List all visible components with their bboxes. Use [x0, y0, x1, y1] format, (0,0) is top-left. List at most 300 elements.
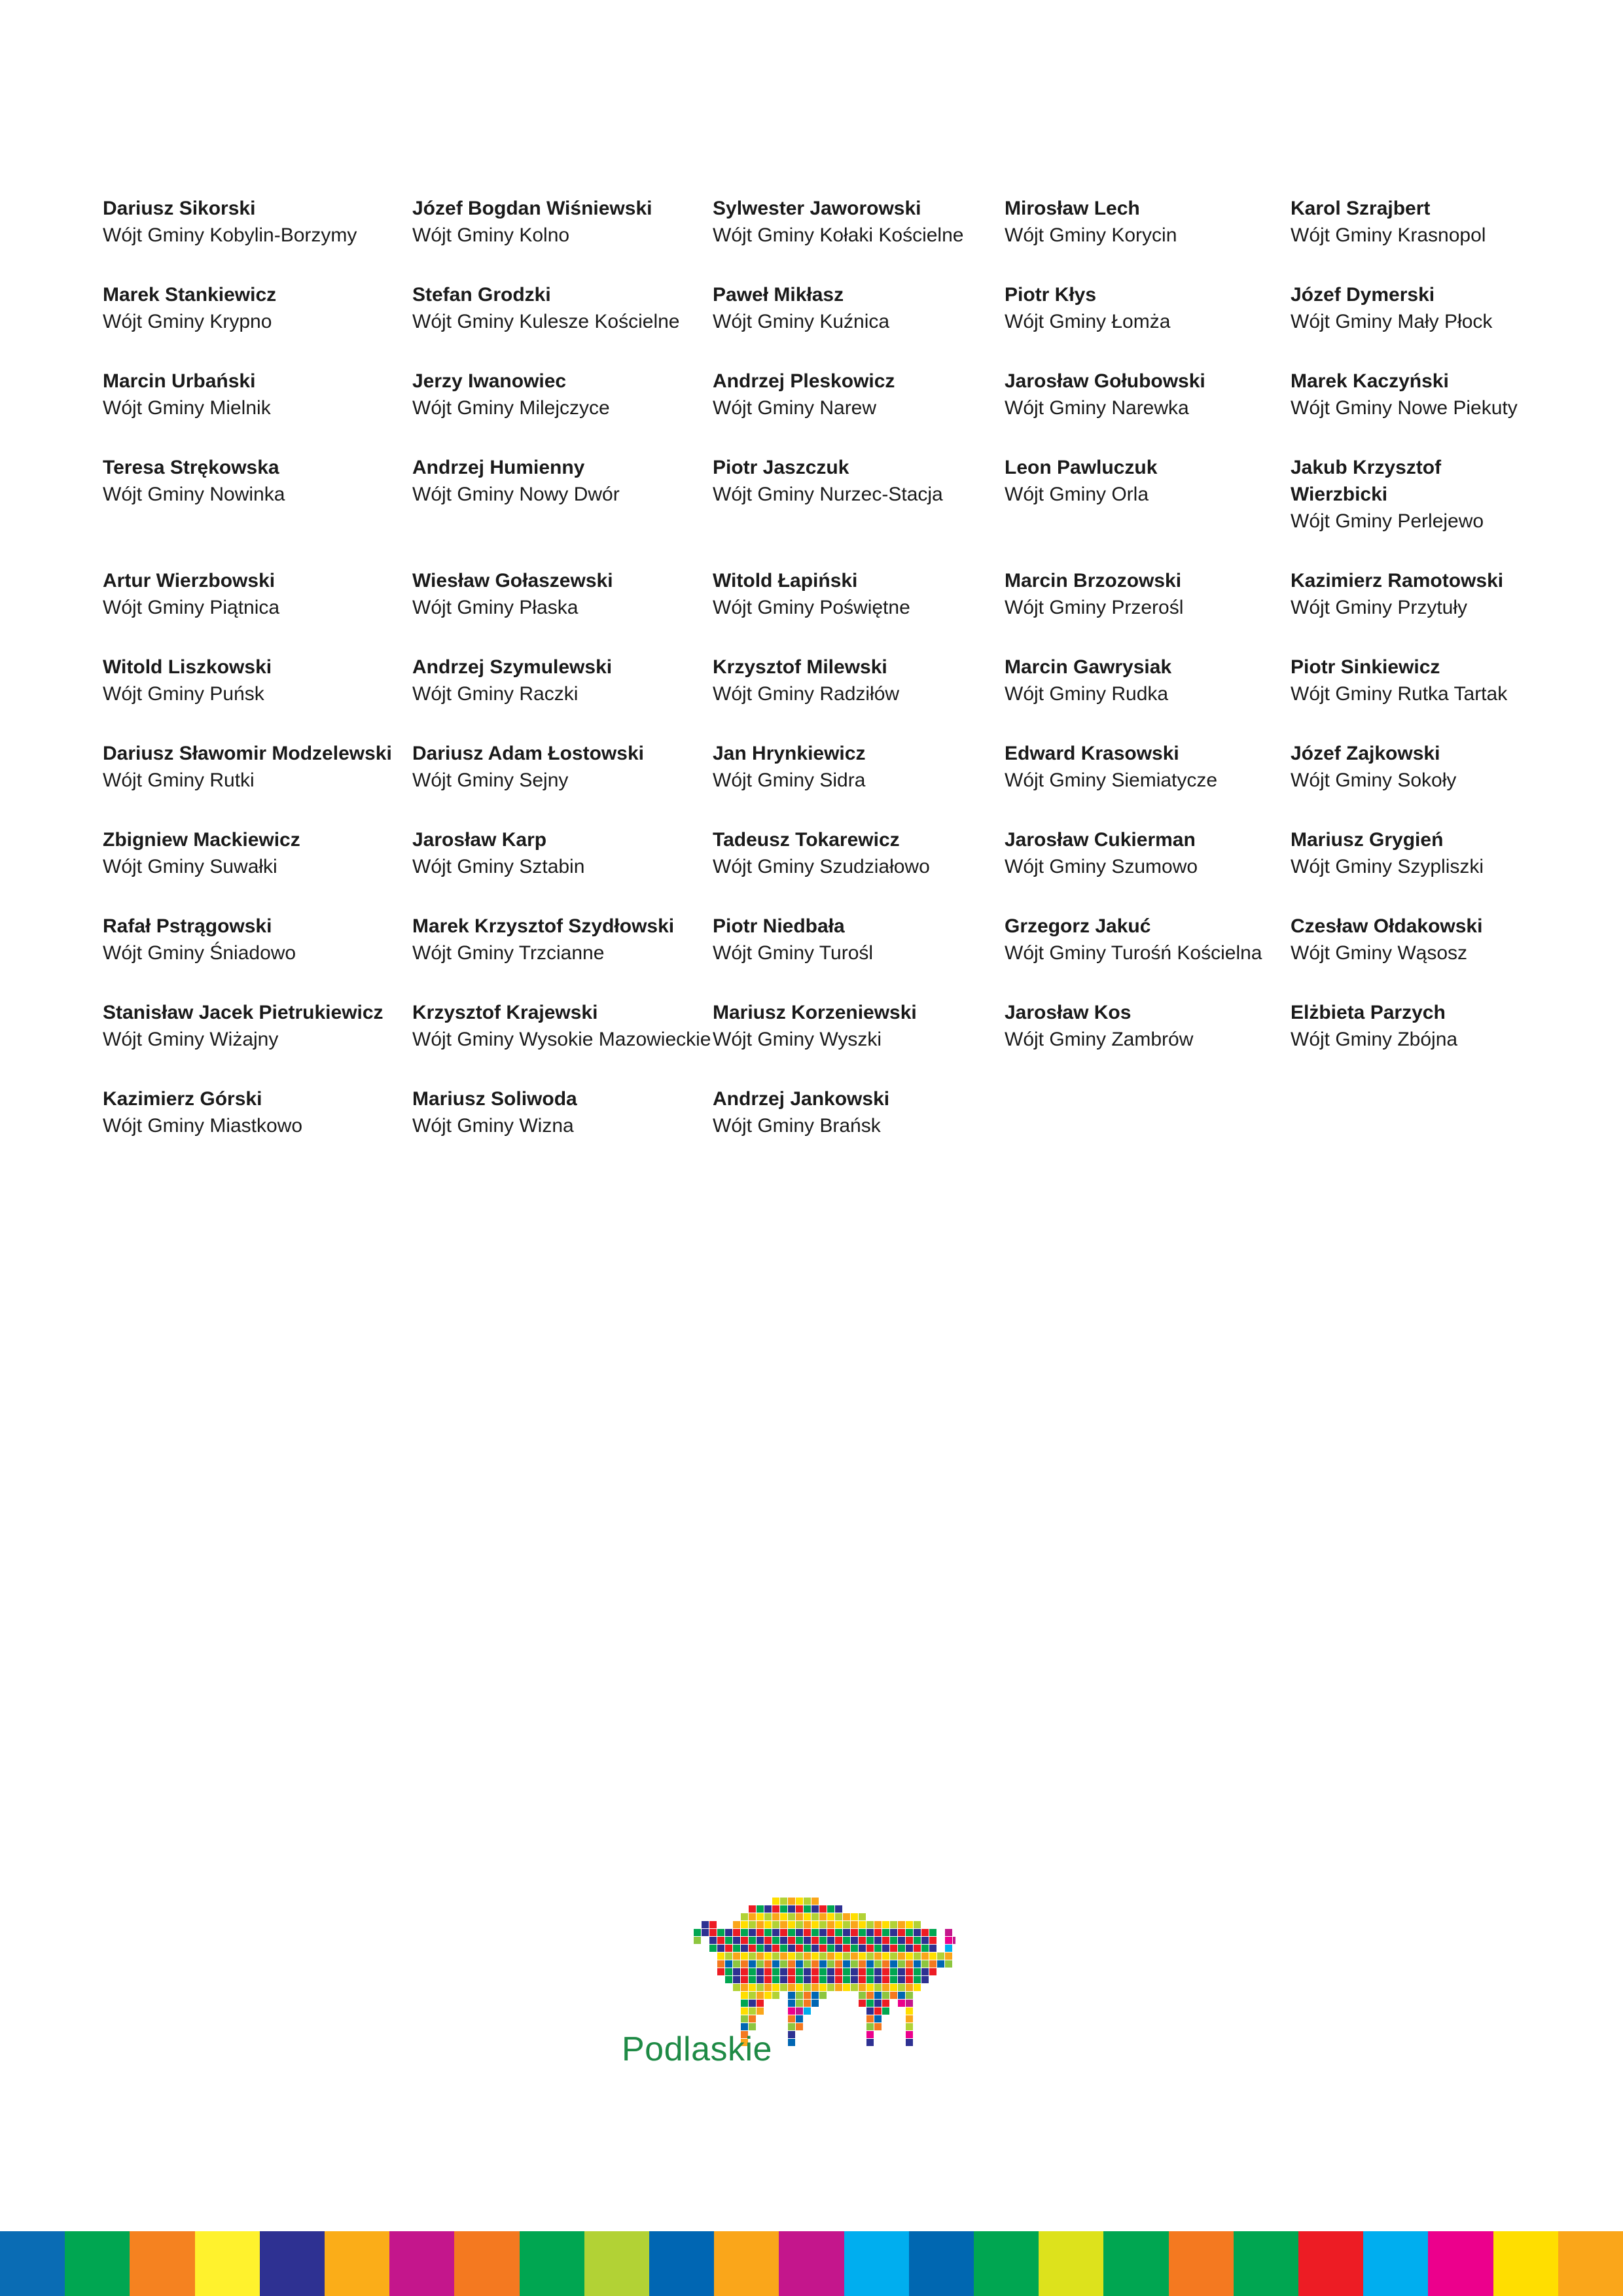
- official-entry: [103, 567, 412, 621]
- official-role: Wójt Gminy Szumowo: [1005, 856, 1198, 877]
- official-name: Jakub Krzysztof Wierzbicki: [1291, 457, 1442, 505]
- official-name: Paweł Mikłasz: [713, 284, 844, 306]
- official-entry: [713, 1086, 1005, 1139]
- bison-pixel: [788, 1960, 795, 1968]
- bison-pixel: [866, 2031, 874, 2038]
- bison-pixel: [796, 1921, 803, 1928]
- bison-pixel: [780, 1968, 787, 1975]
- official-entry: [1005, 654, 1291, 707]
- bison-pixel: [812, 1960, 819, 1968]
- bison-pixel: [804, 2000, 811, 2007]
- official-role: Wójt Gminy Orla: [1005, 484, 1149, 505]
- official-name: Wiesław Gołaszewski: [412, 570, 613, 592]
- bison-pixel: [874, 2000, 882, 2007]
- bison-pixel: [882, 1952, 889, 1960]
- official-name: Andrzej Humienny: [412, 457, 585, 478]
- official-role: Wójt Gminy Nowinka: [103, 484, 285, 505]
- bison-pixel: [694, 1929, 701, 1936]
- bison-pixel: [788, 1937, 795, 1944]
- stripe-segment: [1234, 2231, 1298, 2296]
- bison-pixel: [709, 1937, 717, 1944]
- bison-pixel: [882, 1968, 889, 1975]
- official-name: Stefan Grodzki: [412, 284, 551, 306]
- bison-pixel: [796, 1913, 803, 1920]
- bison-pixel: [929, 1952, 936, 1960]
- bison-pixel: [819, 1937, 827, 1944]
- bison-pixel: [772, 1913, 779, 1920]
- bison-pixel: [788, 2031, 795, 2038]
- official-role: Wójt Gminy Puńsk: [103, 683, 264, 705]
- bison-pixel: [827, 1952, 834, 1960]
- bison-pixel: [796, 2007, 803, 2015]
- bison-pixel: [709, 1945, 717, 1952]
- bison-pixel: [898, 1992, 905, 1999]
- bison-pixel: [874, 1945, 882, 1952]
- bison-pixel: [866, 2023, 874, 2030]
- stripe-segment: [714, 2231, 779, 2296]
- bison-pixel: [749, 1937, 756, 1944]
- stripe-segment: [389, 2231, 454, 2296]
- official-name: Elżbieta Parzych: [1291, 1002, 1446, 1023]
- bison-pixel: [725, 1937, 732, 1944]
- stripe-segment: [454, 2231, 519, 2296]
- official-name: Mirosław Lech: [1005, 198, 1140, 219]
- stripe-segment: [130, 2231, 194, 2296]
- official-entry: [713, 567, 1005, 621]
- bison-pixel: [874, 1937, 882, 1944]
- bison-pixel: [921, 1968, 929, 1975]
- bison-pixel: [709, 1929, 717, 1936]
- official-entry: [1291, 913, 1543, 966]
- official-name: Jarosław Kos: [1005, 1002, 1132, 1023]
- bison-pixel: [804, 1960, 811, 1968]
- bison-pixel: [819, 1976, 827, 1983]
- official-entry: [412, 740, 713, 794]
- bison-pixel: [796, 1905, 803, 1913]
- bison-pixel: [741, 1992, 748, 1999]
- bison-pixel: [725, 1960, 732, 1968]
- stripe-segment: [1039, 2231, 1103, 2296]
- stripe-segment: [1493, 2231, 1558, 2296]
- official-role: Wójt Gminy Kuźnica: [713, 311, 890, 332]
- bison-pixel: [725, 1952, 732, 1960]
- bison-pixel: [764, 1945, 772, 1952]
- bison-pixel: [757, 1968, 764, 1975]
- officials-row: [103, 999, 1543, 1053]
- bison-pixel: [717, 1968, 724, 1975]
- stripe-segment: [325, 2231, 389, 2296]
- official-entry: [412, 454, 713, 535]
- official-role: Wójt Gminy Szudziałowo: [713, 856, 930, 877]
- official-role: Wójt Gminy Kołaki Kościelne: [713, 224, 964, 246]
- official-name: Mariusz Soliwoda: [412, 1088, 577, 1110]
- bison-pixel: [757, 1976, 764, 1983]
- bison-pixel: [898, 1952, 905, 1960]
- bison-pixel: [914, 1929, 921, 1936]
- bison-pixel: [874, 1952, 882, 1960]
- bison-pixel: [914, 1968, 921, 1975]
- bison-pixel: [859, 1921, 866, 1928]
- stripe-segment: [1169, 2231, 1234, 2296]
- bison-pixel: [906, 1937, 913, 1944]
- bison-pixel: [764, 1976, 772, 1983]
- official-role: Wójt Gminy Rutka Tartak: [1291, 683, 1508, 705]
- bison-pixel: [851, 1929, 858, 1936]
- bison-pixel: [843, 1929, 850, 1936]
- bison-pixel: [788, 1976, 795, 1983]
- bison-pixel: [717, 1937, 724, 1944]
- bison-pixel: [757, 1992, 764, 1999]
- bison-pixel: [851, 1921, 858, 1928]
- bison-pixel: [764, 1960, 772, 1968]
- bison-pixel: [859, 1976, 866, 1983]
- bison-pixel: [812, 1992, 819, 1999]
- bison-pixel: [741, 1952, 748, 1960]
- official-role: Wójt Gminy Rudka: [1005, 683, 1169, 705]
- bison-pixel: [796, 2023, 803, 2030]
- official-name: Dariusz Adam Łostowski: [412, 743, 644, 764]
- bison-pixel: [749, 1976, 756, 1983]
- bison-pixel: [866, 2007, 874, 2015]
- bison-pixel: [851, 1913, 858, 1920]
- officials-row: [103, 913, 1543, 966]
- bison-pixel: [788, 1945, 795, 1952]
- official-role: Wójt Gminy Wiżajny: [103, 1029, 279, 1050]
- official-role: Wójt Gminy Krasnopol: [1291, 224, 1486, 246]
- official-role: Wójt Gminy Wysokie Mazowieckie: [412, 1029, 711, 1050]
- official-role: Wójt Gminy Mielnik: [103, 397, 271, 419]
- bison-pixel: [859, 1992, 866, 1999]
- bison-pixel: [757, 1921, 764, 1928]
- bison-pixel: [866, 1968, 874, 1975]
- stripe-segment: [1363, 2231, 1428, 2296]
- bison-pixel: [866, 1992, 874, 1999]
- official-entry: [1291, 654, 1543, 707]
- bison-pixel: [788, 2000, 795, 2007]
- official-role: Wójt Gminy Korycin: [1005, 224, 1177, 246]
- official-entry: [412, 654, 713, 707]
- bison-pixel: [882, 1976, 889, 1983]
- bison-pixel: [859, 1913, 866, 1920]
- official-role: Wójt Gminy Kobylin-Borzymy: [103, 224, 357, 246]
- official-entry: [713, 281, 1005, 335]
- bison-pixel: [866, 2039, 874, 2046]
- stripe-segment: [1298, 2231, 1363, 2296]
- official-role: Wójt Gminy Sidra: [713, 769, 866, 791]
- bison-pixel: [780, 1898, 787, 1905]
- official-role: Wójt Gminy Miastkowo: [103, 1115, 303, 1137]
- bison-pixel: [874, 1984, 882, 1991]
- official-name: Jarosław Karp: [412, 829, 547, 851]
- bison-pixel: [874, 1968, 882, 1975]
- bison-pixel: [843, 1945, 850, 1952]
- bison-pixel: [764, 1905, 772, 1913]
- bison-pixel: [788, 1921, 795, 1928]
- bison-pixel: [835, 1976, 842, 1983]
- bison-pixel: [749, 1992, 756, 1999]
- official-name: Józef Zajkowski: [1291, 743, 1440, 764]
- stripe-segment: [520, 2231, 584, 2296]
- bison-pixel: [804, 1992, 811, 1999]
- official-name: Piotr Sinkiewicz: [1291, 656, 1440, 678]
- bison-pixel: [835, 1968, 842, 1975]
- official-entry: [1005, 826, 1291, 880]
- official-role: Wójt Gminy Rutki: [103, 769, 255, 791]
- stripe-segment: [1103, 2231, 1168, 2296]
- bison-pixel: [890, 1945, 897, 1952]
- bison-pixel: [788, 1992, 795, 1999]
- official-name: Marek Krzysztof Szydłowski: [412, 915, 675, 937]
- bison-pixel: [749, 1945, 756, 1952]
- official-entry: [1005, 281, 1291, 335]
- bison-pixel: [804, 1952, 811, 1960]
- bison-pixel: [764, 1952, 772, 1960]
- bison-pixel: [796, 1937, 803, 1944]
- bison-pixel: [772, 1992, 779, 1999]
- official-name: Marcin Urbański: [103, 370, 256, 392]
- bison-pixel: [812, 1921, 819, 1928]
- bison-pixel: [953, 1937, 955, 1944]
- bison-pixel: [859, 1952, 866, 1960]
- bison-pixel: [819, 1921, 827, 1928]
- bison-pixel: [906, 2031, 913, 2038]
- official-entry: [1005, 454, 1291, 535]
- bison-pixel: [749, 1960, 756, 1968]
- bison-pixel: [741, 1968, 748, 1975]
- official-entry: [713, 454, 1005, 535]
- bison-pixel: [890, 1952, 897, 1960]
- official-name: Mariusz Grygień: [1291, 829, 1444, 851]
- bison-pixel: [804, 1984, 811, 1991]
- bison-pixel: [733, 1968, 740, 1975]
- bison-pixel: [874, 2015, 882, 2022]
- bison-pixel: [874, 1992, 882, 1999]
- bison-pixel: [772, 1937, 779, 1944]
- official-name: Marcin Brzozowski: [1005, 570, 1182, 592]
- bison-pixel: [843, 1984, 850, 1991]
- bison-pixel: [764, 1984, 772, 1991]
- official-entry: [713, 368, 1005, 421]
- bison-pixel: [835, 1921, 842, 1928]
- bison-pixel: [772, 1984, 779, 1991]
- bison-pixel: [906, 2000, 913, 2007]
- bison-pixel: [741, 2000, 748, 2007]
- stripe-segment: [909, 2231, 974, 2296]
- bison-pixel: [882, 2000, 889, 2007]
- bison-pixel: [851, 1984, 858, 1991]
- official-name: Mariusz Korzeniewski: [713, 1002, 917, 1023]
- official-name: Krzysztof Milewski: [713, 656, 887, 678]
- bison-pixel: [733, 1921, 740, 1928]
- official-name: Witold Łapiński: [713, 570, 858, 592]
- bison-pixel: [725, 1976, 732, 1983]
- stripe-segment: [1428, 2231, 1493, 2296]
- bison-pixel: [929, 1929, 936, 1936]
- official-entry: [412, 195, 713, 249]
- bison-pixel: [733, 1984, 740, 1991]
- bison-pixel: [866, 1960, 874, 1968]
- official-role: Wójt Gminy Narew: [713, 397, 877, 419]
- bison-pixel: [914, 1937, 921, 1944]
- bison-pixel: [882, 1984, 889, 1991]
- bison-pixel: [914, 1984, 921, 1991]
- bison-pixel: [749, 1968, 756, 1975]
- official-name: Jarosław Gołubowski: [1005, 370, 1205, 392]
- bison-pixel: [804, 1929, 811, 1936]
- bison-pixel: [812, 1929, 819, 1936]
- official-role: Wójt Gminy Zambrów: [1005, 1029, 1194, 1050]
- bison-pixel: [812, 1952, 819, 1960]
- bison-pixel: [898, 1937, 905, 1944]
- bison-pixel: [827, 1984, 834, 1991]
- official-role: Wójt Gminy Nurzec-Stacja: [713, 484, 943, 505]
- official-role: Wójt Gminy Nowy Dwór: [412, 484, 620, 505]
- bison-pixel: [788, 1929, 795, 1936]
- bison-pixel: [882, 2007, 889, 2015]
- bison-pixel: [827, 1913, 834, 1920]
- stripe-segment: [260, 2231, 325, 2296]
- official-entry: [713, 195, 1005, 249]
- bison-pixel: [906, 1960, 913, 1968]
- bison-pixel: [843, 1976, 850, 1983]
- bison-pixel: [804, 2007, 811, 2015]
- official-entry: [713, 999, 1005, 1053]
- bison-pixel: [882, 1921, 889, 1928]
- bison-pixel: [906, 1992, 913, 1999]
- official-entry: [1291, 567, 1543, 621]
- bison-pixel: [921, 1945, 929, 1952]
- bison-pixel: [796, 1960, 803, 1968]
- bison-pixel: [788, 1898, 795, 1905]
- bison-pixel: [749, 2000, 756, 2007]
- bison-pixel: [827, 1968, 834, 1975]
- official-name: Krzysztof Krajewski: [412, 1002, 598, 1023]
- bison-pixel: [914, 1952, 921, 1960]
- bison-pixel: [757, 1905, 764, 1913]
- bison-pixel: [702, 1929, 709, 1936]
- bison-pixel: [819, 1952, 827, 1960]
- official-entry: [1291, 740, 1543, 794]
- bison-pixel: [796, 1976, 803, 1983]
- official-entry: [412, 826, 713, 880]
- bison-pixel: [929, 1960, 936, 1968]
- bison-pixel: [827, 1929, 834, 1936]
- stripe-segment: [0, 2231, 65, 2296]
- official-entry: [103, 281, 412, 335]
- bison-pixel: [749, 1984, 756, 1991]
- bison-pixel: [890, 1968, 897, 1975]
- bison-pixel: [874, 1921, 882, 1928]
- official-role: Wójt Gminy Mały Płock: [1291, 311, 1493, 332]
- official-name: Józef Bogdan Wiśniewski: [412, 198, 652, 219]
- bison-pixel: [749, 1913, 756, 1920]
- official-role: Wójt Gminy Śniadowo: [103, 942, 296, 964]
- bison-pixel: [780, 1921, 787, 1928]
- stripe-segment: [779, 2231, 844, 2296]
- official-entry: [103, 740, 412, 794]
- bison-pixel: [874, 1929, 882, 1936]
- official-entry: [1291, 281, 1543, 335]
- bison-pixel: [733, 1952, 740, 1960]
- bison-pixel: [859, 1945, 866, 1952]
- bison-pixel: [780, 1937, 787, 1944]
- bison-pixel: [804, 1937, 811, 1944]
- officials-row: [103, 567, 1543, 621]
- bison-pixel: [851, 1945, 858, 1952]
- officials-row: [103, 368, 1543, 421]
- bison-pixel: [694, 1937, 701, 1944]
- official-role: Wójt Gminy Wizna: [412, 1115, 574, 1137]
- bison-pixel: [733, 1937, 740, 1944]
- bison-pixel: [741, 1960, 748, 1968]
- bison-pixel: [772, 1960, 779, 1968]
- official-entry: [103, 1086, 412, 1139]
- bison-pixel: [804, 1913, 811, 1920]
- official-role: Wójt Gminy Łomża: [1005, 311, 1171, 332]
- bison-pixel: [788, 1984, 795, 1991]
- bison-pixel: [749, 2015, 756, 2022]
- bison-pixel: [788, 1952, 795, 1960]
- bison-pixel: [921, 1952, 929, 1960]
- bison-pixel: [921, 1960, 929, 1968]
- official-role: Wójt Gminy Poświętne: [713, 597, 910, 618]
- official-entry: [713, 654, 1005, 707]
- bison-pixel: [819, 1905, 827, 1913]
- bison-pixel: [851, 1952, 858, 1960]
- bison-pixel: [866, 2000, 874, 2007]
- bison-pixel: [796, 1929, 803, 1936]
- official-entry: [103, 826, 412, 880]
- official-role: Wójt Gminy Suwałki: [103, 856, 277, 877]
- bison-pixel: [859, 1984, 866, 1991]
- official-name: Jerzy Iwanowiec: [412, 370, 567, 392]
- bison-pixel: [733, 1976, 740, 1983]
- official-entry: [1291, 454, 1543, 535]
- bison-pixel: [819, 1992, 827, 1999]
- bison-pixel: [819, 1968, 827, 1975]
- official-role: Wójt Gminy Brańsk: [713, 1115, 881, 1137]
- bison-pixel: [757, 1945, 764, 1952]
- official-entry: [1291, 195, 1543, 249]
- stripe-segment: [195, 2231, 260, 2296]
- bison-pixel: [812, 1945, 819, 1952]
- official-name: Artur Wierzbowski: [103, 570, 276, 592]
- bison-pixel: [812, 1984, 819, 1991]
- bison-pixel: [866, 1952, 874, 1960]
- official-entry: [1005, 999, 1291, 1053]
- podlaskie-logo: [622, 1898, 962, 2074]
- official-role: Wójt Gminy Milejczyce: [412, 397, 610, 419]
- bison-pixel: [804, 1968, 811, 1975]
- bison-pixel: [890, 1984, 897, 1991]
- logo-text: Podlaskie: [622, 2030, 772, 2068]
- bison-pixel: [788, 2023, 795, 2030]
- bison-pixel: [906, 1968, 913, 1975]
- bison-pixel: [749, 1905, 756, 1913]
- official-name: Marcin Gawrysiak: [1005, 656, 1172, 678]
- bison-pixel: [835, 1937, 842, 1944]
- bison-pixel: [725, 1968, 732, 1975]
- official-role: Wójt Gminy Narewka: [1005, 397, 1189, 419]
- bison-pixel: [851, 1960, 858, 1968]
- bison-pixel: [874, 1976, 882, 1983]
- official-name: Stanisław Jacek Pietrukiewicz: [103, 1002, 383, 1023]
- bison-pixel: [906, 1945, 913, 1952]
- bison-pixel: [835, 1905, 842, 1913]
- official-entry: [412, 913, 713, 966]
- bison-pixel: [757, 1952, 764, 1960]
- official-entry: [103, 454, 412, 535]
